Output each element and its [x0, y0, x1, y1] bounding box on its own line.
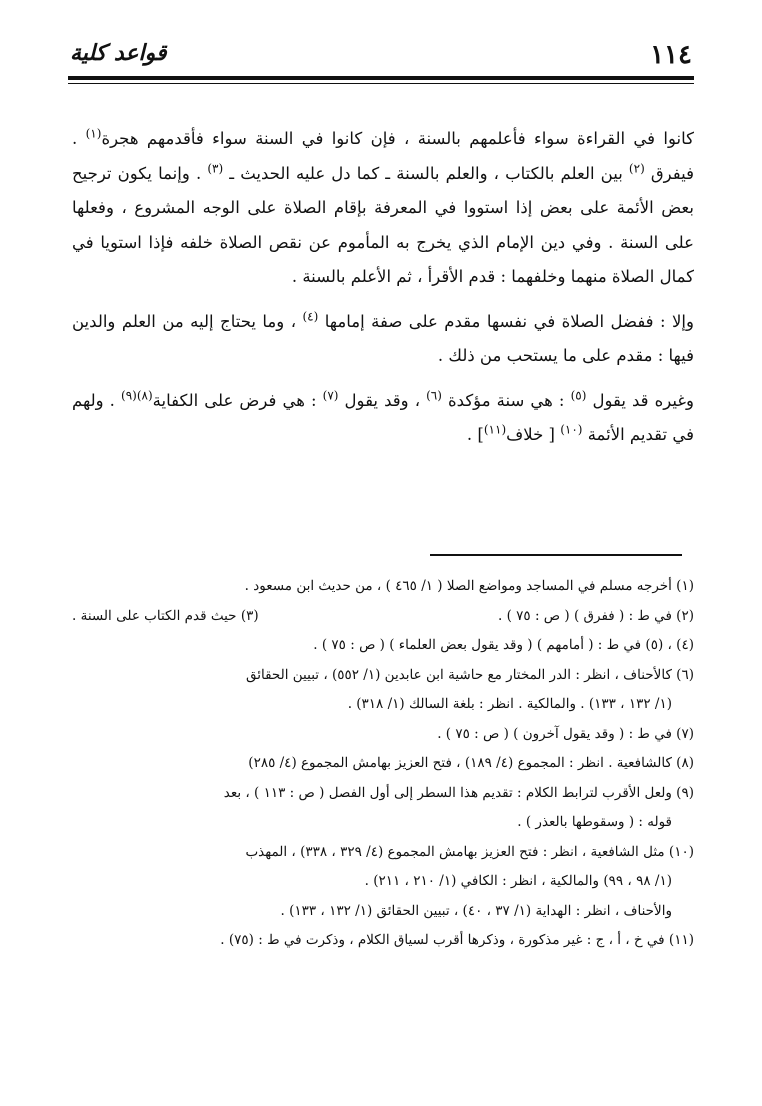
footnote-ref-8-9: (٨)(٩) — [121, 388, 153, 402]
footnote-10-continued-2: والأحناف ، انظر : الهداية (١/ ٣٧ ، ٤٠) ، تبيين الحقائق (١/ ١٣٢ ، ١٣٣) . — [280, 902, 672, 919]
paragraph-2 — [72, 305, 694, 374]
footnote-ref-6: (٦) — [426, 388, 442, 402]
text-run: [ خلاف — [506, 425, 561, 444]
footnote-ref-11: (١١) — [483, 422, 507, 437]
text-run: . وإنما يكون ترجيح بعض الأئمة على بعض إذا استووا في المعرفة بإقام الصلاة على الوجه المشروع ، وفعلها على السنة . وفي دين الإمام الذي يخرج به المأموم عن نقص الصلاة خلفه فإذا استويا في كمال الصلاة منهما وخلفهما : قدم الأقرأ ، ثم الأعلم بالسنة . — [72, 163, 694, 286]
footnote-6: (٦) كالأحناف ، انظر : الدر المختار مع حاشية ابن عابدين (١/ ٥٥٢) ، تبيين الحقائق — [245, 666, 694, 683]
text-run: وغيره قد يقول — [586, 390, 694, 410]
running-title: قواعد كلية — [70, 40, 167, 66]
footnote-3: (٣) حيث قدم الكتاب على السنة . — [72, 607, 259, 624]
text-run: بين العلم بالكتاب ، والعلم بالسنة ـ كما دل عليه الحديث ـ — [223, 163, 629, 183]
text-run: كانوا في القراءة سواء فأعلمهم بالسنة ، فإن كانوا في السنة سواء فأقدمهم هجرة — [101, 129, 694, 148]
footnote-ref-7: (٧) — [322, 388, 339, 402]
text-run: ، وما يحتاج إليه من العلم والدين فيها : مقدم على ما يستحب من ذلك . — [72, 311, 694, 365]
footnote-ref-2: (٢) — [628, 161, 645, 175]
footnote-9: (٩) ولعل الأقرب لترابط الكلام : تقديم هذا السطر إلى أول الفصل ( ص : ١١٣ ) ، بعد — [223, 784, 694, 801]
text-run: : هي سنة مؤكدة — [441, 390, 571, 410]
page-number: ١١٤ — [650, 40, 692, 70]
text-run: . فيفرق — [72, 129, 694, 183]
footnote-6-continued: (١/ ١٣٢ ، ١٣٣) . والمالكية . انظر : بلغة السالك (١/ ٣١٨) . — [347, 696, 672, 712]
paragraph-1 — [72, 122, 694, 295]
footnote-2: (٢) في ط : ( ففرق ) ( ص : ٧٥ ) . — [498, 607, 694, 624]
footnote-separator — [430, 554, 682, 556]
footnote-ref-3: (٣) — [207, 161, 224, 175]
text-run: ] . — [466, 425, 484, 444]
footnote-7: (٧) في ط : ( وقد يقول آخرون ) ( ص : ٧٥ ) . — [437, 725, 694, 742]
footnote-ref-10: (١٠) — [560, 422, 583, 437]
footnote-ref-5: (٥) — [570, 388, 587, 402]
main-text — [72, 122, 694, 463]
header-rule-thick — [68, 76, 694, 80]
page-header — [70, 40, 692, 70]
text-run: . ولهم في تقديم الأئمة — [72, 390, 694, 444]
footnotes — [72, 572, 694, 956]
footnote-4-5: (٤) ، (٥) في ط : ( أمامهم ) ( وقد يقول بعض العلماء ) ( ص : ٧٥ ) . — [313, 637, 694, 653]
footnote-9-continued: قوله : ( وسقوطها بالعذر ) . — [517, 814, 672, 830]
footnote-8: (٨) كالشافعية . انظر : المجموع (٤/ ١٨٩) ، فتح العزيز بهامش المجموع (٤/ ٢٨٥) — [248, 755, 694, 771]
footnote-row — [72, 602, 694, 632]
header-rule-thin — [68, 83, 694, 84]
paragraph-3 — [72, 384, 694, 453]
text-run: : هي فرض على الكفاية — [152, 390, 323, 410]
footnote-11: (١١) في خ ، أ ، ج : غير مذكورة ، وذكرها أقرب لسياق الكلام ، وذكرت في ط : (٧٥) . — [220, 932, 694, 948]
footnote-1: (١) أخرجه مسلم في المساجد ومواضع الصلا ( ١/ ٤٦٥ ) ، من حديث ابن مسعود . — [244, 578, 694, 594]
text-run: ، وقد يقول — [338, 390, 427, 410]
footnote-10-continued: (١/ ٩٨ ، ٩٩) والمالكية ، انظر : الكافي (١/ ٢١٠ ، ٢١١) . — [364, 873, 672, 889]
footnote-ref-1: (١) — [85, 126, 102, 141]
footnote-10: (١٠) مثل الشافعية ، انظر : فتح العزيز بهامش المجموع (٤/ ٣٢٩ ، ٣٣٨) ، المهذب — [245, 843, 694, 860]
text-run: وإلا : ففضل الصلاة في نفسها مقدم على صفة إمامها — [318, 311, 694, 331]
footnote-ref-4: (٤) — [302, 309, 319, 323]
